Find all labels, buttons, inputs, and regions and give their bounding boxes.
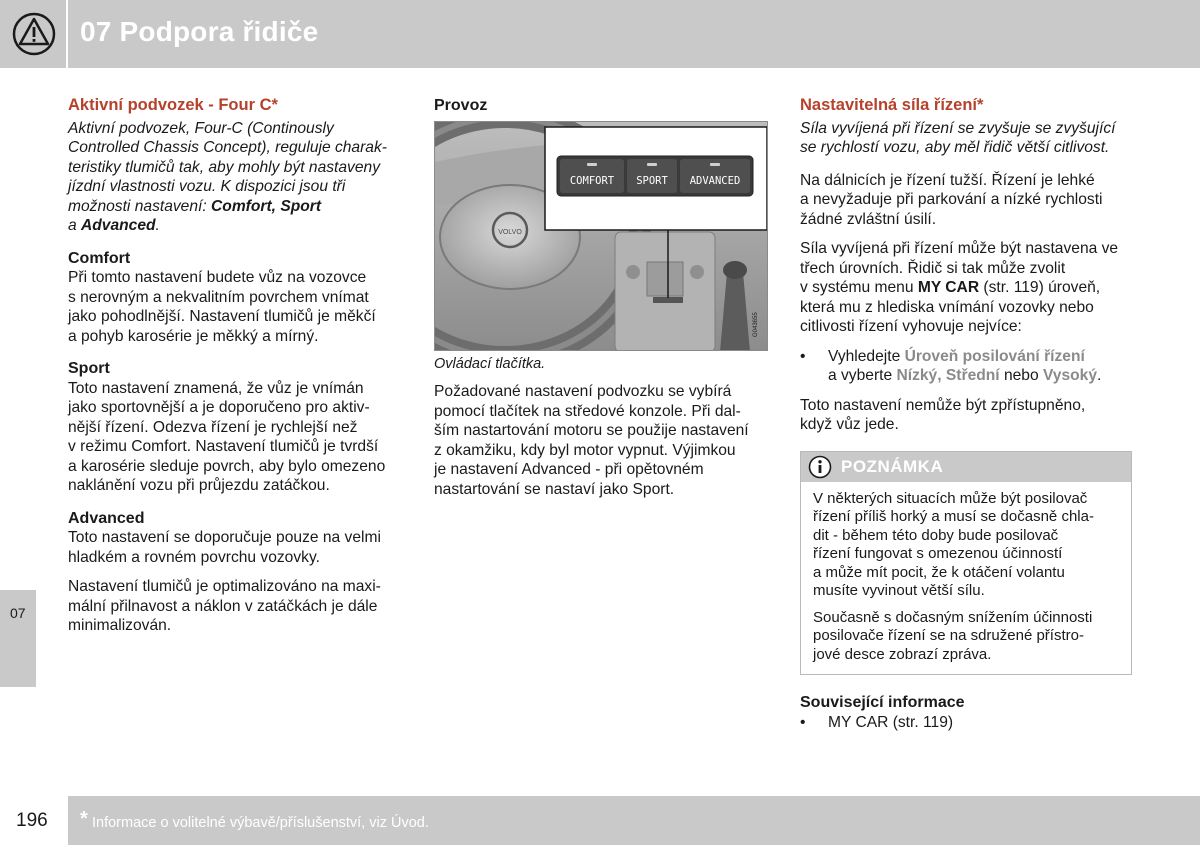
bullet-dot: • bbox=[800, 713, 806, 731]
related-link-my-car[interactable]: MY CAR (str. 119) bbox=[828, 713, 954, 731]
text-line: Toto nastavení znamená, že vůz je vnímán bbox=[68, 379, 364, 397]
text-line: která mu z hlediska vnímání vozovky nebo bbox=[800, 298, 1094, 316]
subheading-comfort: Comfort bbox=[68, 249, 131, 267]
text-line: posilovače řízení se na sdružené přístro- bbox=[813, 627, 1084, 644]
text-line: Síla vyvíjená při řízení se zvyšuje se zvyšující bbox=[800, 119, 1116, 137]
footer-note: Informace o volitelné výbavě/příslušenství, viz Úvod. bbox=[92, 815, 429, 831]
steering-intro bbox=[800, 119, 1135, 158]
header-icon-box bbox=[0, 0, 68, 68]
text-line: a karosérie sleduje povrch, aby bylo omezeno bbox=[68, 457, 386, 475]
text-line: jako pohodlnější. Nastavení tlumičů je měkčí bbox=[68, 308, 376, 325]
text-line bbox=[828, 366, 1135, 386]
text-line: minimalizován. bbox=[68, 617, 172, 634]
text-line: a může mít pocit, že k otáčení volantu bbox=[813, 563, 1065, 581]
text-line: pomocí tlačítek na středové konzole. Při dal- bbox=[434, 402, 741, 420]
section-heading-four-c: Aktivní podvozek - Four C* bbox=[68, 96, 278, 114]
note-paragraph-1 bbox=[813, 490, 1119, 601]
text-line: s nerovným a nekvalitním povrchem vnímat bbox=[68, 288, 369, 306]
text-line: Aktivní podvozek, Four-C (Continously bbox=[68, 119, 334, 137]
text-line: v režimu Comfort. Nastavení tlumičů je tvrdší bbox=[68, 438, 379, 455]
text-line bbox=[68, 216, 403, 236]
text-fragment: a bbox=[68, 217, 82, 234]
option-high: Vysoký bbox=[1042, 367, 1098, 384]
note-header bbox=[801, 452, 1131, 482]
steering-logo: VOLVO bbox=[498, 228, 522, 236]
steering-paragraph-2 bbox=[800, 239, 1135, 337]
subheading-advanced: Advanced bbox=[68, 509, 145, 527]
text-line: Při tomto nastavení budete vůz na vozovce bbox=[68, 269, 367, 286]
text-line: citlivosti řízení vyhovuje nejvíce: bbox=[800, 318, 1022, 335]
subheading-sport: Sport bbox=[68, 360, 110, 377]
advanced-button-label: ADVANCED bbox=[689, 174, 741, 187]
text-line: se rychlostí vozu, aby měl řidič větší citlivost. bbox=[800, 139, 1110, 156]
option-low: Nízký bbox=[896, 367, 938, 384]
text-line: řízení příliš horký a musí se dočasně chla- bbox=[813, 508, 1094, 525]
text-line: a nevyžaduje při parkování a nízké rychlosti bbox=[800, 191, 1103, 208]
text-line: Toto nastavení nemůže být zpřístupněno, bbox=[800, 396, 1086, 414]
dashboard-illustration bbox=[435, 122, 768, 351]
bullet-instruction bbox=[800, 347, 1135, 386]
option-sport: Sport bbox=[280, 197, 322, 215]
menu-my-car: MY CAR bbox=[917, 279, 980, 296]
note-title: POZNÁMKA bbox=[841, 456, 944, 476]
sport-paragraph bbox=[68, 379, 403, 496]
text-line: dit - během této doby bude posilovač bbox=[813, 526, 1059, 544]
text-line: jako sportovnější a je doporučeno pro aktiv- bbox=[68, 399, 370, 416]
text-fragment: možnosti nastavení: bbox=[68, 197, 212, 215]
steering-paragraph-1 bbox=[800, 171, 1135, 230]
related-info-heading: Související informace bbox=[800, 694, 965, 711]
dashboard-photo bbox=[434, 121, 768, 351]
photo-caption: Ovládací tlačítka. bbox=[434, 355, 546, 372]
text-line: V některých situacích může být posilovač bbox=[813, 489, 1088, 507]
text-fragment: , bbox=[271, 197, 281, 215]
text-fragment: nebo bbox=[999, 367, 1043, 384]
sport-button-label: SPORT bbox=[636, 174, 668, 187]
section-heading-provoz: Provoz bbox=[434, 97, 488, 114]
text-line: jízdní vlastnosti vozu. K dispozici jsou tři bbox=[68, 178, 346, 195]
text-line bbox=[68, 197, 403, 217]
text-line: žádné zvláštní úsilí. bbox=[800, 210, 937, 228]
comfort-paragraph bbox=[68, 268, 403, 346]
text-line bbox=[800, 278, 1135, 298]
text-fragment: . bbox=[1097, 367, 1102, 384]
info-icon bbox=[808, 455, 832, 479]
text-line: Nastavení tlumičů je optimalizováno na maxi- bbox=[68, 578, 381, 595]
text-line: teristiky tlumičů tak, aby mohly být nastaveny bbox=[68, 158, 380, 176]
option-comfort: Comfort bbox=[211, 197, 272, 215]
four-c-intro bbox=[68, 119, 403, 236]
text-line: ším nastartování motoru se použije nastavení bbox=[434, 422, 749, 439]
chapter-title: 07 Podpora řidiče bbox=[80, 16, 319, 47]
text-line: nější řízení. Odezva řízení je rychlejší než bbox=[68, 418, 358, 436]
note-body bbox=[801, 482, 1131, 675]
bullet-dot: • bbox=[800, 347, 806, 365]
menu-steering-level: Úroveň posilování řízení bbox=[904, 347, 1085, 365]
section-heading-steering-force: Nastavitelná síla řízení* bbox=[800, 96, 984, 114]
text-line: jové desce zobrazí zpráva. bbox=[813, 645, 992, 663]
text-fragment: Vyhledejte bbox=[828, 347, 905, 365]
column-provoz bbox=[434, 96, 770, 499]
text-line: musíte vyvinout větší sílu. bbox=[813, 582, 985, 599]
option-medium: Střední bbox=[945, 367, 1000, 384]
text-fragment: v systému menu bbox=[800, 279, 918, 296]
text-line: nastartování se nastaví jako Sport. bbox=[434, 480, 675, 498]
text-fragment: , bbox=[937, 367, 946, 384]
advanced-paragraph bbox=[68, 528, 403, 567]
sport-indicator-led bbox=[647, 163, 657, 166]
note-paragraph-2 bbox=[813, 609, 1119, 665]
page-number: 196 bbox=[16, 810, 48, 831]
related-item bbox=[800, 713, 1135, 733]
text-line: Požadované nastavení podvozku se vybírá bbox=[434, 383, 732, 400]
image-code: G043655 bbox=[753, 311, 759, 337]
text-line: a pohyb karosérie je měkký a mírný. bbox=[68, 327, 319, 345]
provoz-paragraph bbox=[434, 382, 770, 499]
note-box bbox=[800, 451, 1132, 676]
text-line: hladkém a rovném povrchu vozovky. bbox=[68, 548, 320, 566]
text-line: Současně s dočasným snížením účinnosti bbox=[813, 608, 1093, 626]
steering-paragraph-3 bbox=[800, 396, 1135, 435]
text-line: naklánění vozu při průjezdu zatáčkou. bbox=[68, 477, 330, 494]
text-fragment: . bbox=[155, 217, 160, 234]
text-line: když vůz jede. bbox=[800, 416, 899, 433]
text-line bbox=[828, 347, 1135, 367]
text-fragment: (str. 119) úroveň, bbox=[979, 279, 1101, 296]
footer-star: * bbox=[80, 808, 88, 830]
text-line: z okamžiku, kdy byl motor vypnut. Výjimkou bbox=[434, 441, 736, 459]
column-four-c bbox=[68, 96, 403, 636]
comfort-button-label: COMFORT bbox=[569, 174, 615, 187]
text-line: třech úrovních. Řidič si tak může zvolit bbox=[800, 259, 1066, 277]
warning-icon bbox=[0, 0, 68, 68]
advanced-indicator-led bbox=[710, 163, 720, 166]
text-line: Toto nastavení se doporučuje pouze na velmi bbox=[68, 529, 381, 546]
text-line: řízení fungovat s omezenou účinností bbox=[813, 545, 1063, 562]
optimization-paragraph bbox=[68, 577, 403, 636]
column-steering-force bbox=[800, 96, 1135, 732]
text-fragment: a vyberte bbox=[828, 367, 897, 384]
text-line: Na dálnicích je řízení tužší. Řízení je lehké bbox=[800, 171, 1095, 189]
text-line: je nastavení Advanced - při opětovném bbox=[434, 461, 704, 478]
text-line: Síla vyvíjená při řízení může být nastavena ve bbox=[800, 240, 1119, 257]
comfort-indicator-led bbox=[587, 163, 597, 166]
text-line: mální přilnavost a náklon v zatáčkách je dále bbox=[68, 597, 378, 615]
text-line: Controlled Chassis Concept), reguluje charak- bbox=[68, 139, 387, 156]
side-chapter-tab-label: 07 bbox=[10, 605, 26, 621]
option-advanced: Advanced bbox=[81, 217, 156, 234]
